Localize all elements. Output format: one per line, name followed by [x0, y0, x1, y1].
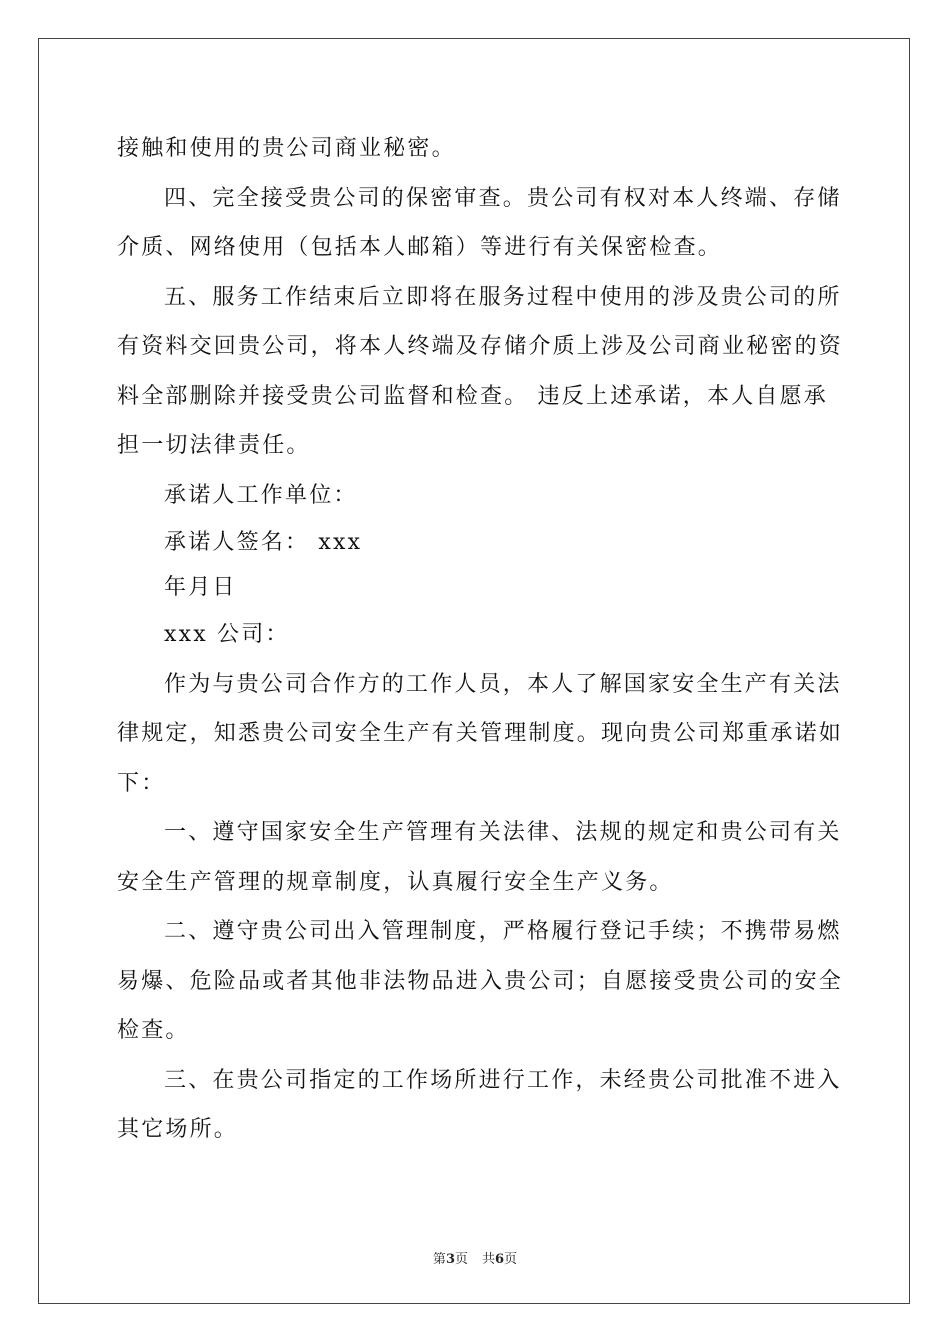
paragraph-line: 作为与贵公司合作方的工作人员，本人了解国家安全生产有关法 [164, 671, 842, 697]
text-line: 介质、网络使用（包括本人邮箱）等进行有关保密检查。 [117, 235, 723, 260]
text-line: 接触和使用的贵公司商业秘密。 [117, 136, 456, 161]
date-line: 年月日 [164, 575, 237, 600]
text-line: 下： [117, 770, 166, 796]
signatory-unit-line: 承诺人工作单位： [164, 482, 358, 508]
text-line: 律规定，知悉贵公司安全生产有关管理制度。现向贵公司郑重承诺如 [117, 721, 844, 746]
text-line: 安全生产管理的规章制度，认真履行安全生产义务。 [117, 869, 674, 895]
text-line: 有资料交回贵公司，将本人终端及存储介质上涉及公司商业秘密的资 [117, 334, 844, 359]
document-body [117, 124, 844, 1155]
text-line: 担一切法律责任。 [117, 433, 311, 458]
paragraph-line: 五、服务工作结束后立即将在服务过程中使用的涉及贵公司的所 [164, 284, 842, 310]
paragraph-line: 一、遵守国家安全生产管理有关法律、法规的规定和贵公司有关 [164, 820, 842, 845]
paragraph-line: 三、在贵公司指定的工作场所进行工作，未经贵公司批准不进入 [164, 1067, 842, 1093]
paragraph-line: 四、完全接受贵公司的保密审查。贵公司有权对本人终端、存储 [164, 185, 842, 211]
paragraph-line: 二、遵守贵公司出入管理制度，严格履行登记手续；不携带易燃 [164, 919, 842, 944]
page-number: 3 [445, 1252, 455, 1267]
text-line: 易爆、危险品或者其他非法物品进入贵公司；自愿接受贵公司的安全 [117, 968, 844, 994]
text-line: 其它场所。 [117, 1117, 239, 1142]
total-suffix: 页 [504, 1252, 518, 1267]
text-line: 检查。 [117, 1018, 190, 1043]
page-footer [0, 1248, 950, 1267]
page-prefix: 第 [432, 1252, 446, 1267]
page-suffix: 页 [454, 1252, 468, 1267]
text-line: 料全部删除并接受贵公司监督和检查。 违反上述承诺，本人自愿承 [117, 383, 828, 409]
total-prefix: 共 [482, 1252, 496, 1267]
total-pages: 6 [495, 1252, 505, 1267]
salutation-line: xxx 公司： [164, 622, 290, 647]
signatory-name-line: 承诺人签名： xxx [164, 530, 363, 555]
